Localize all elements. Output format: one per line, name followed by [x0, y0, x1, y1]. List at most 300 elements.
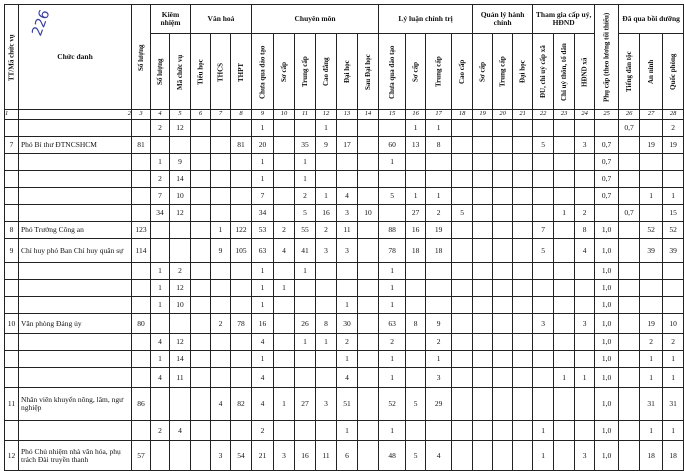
- table-cell: 55: [295, 222, 316, 239]
- column-number: 10: [274, 110, 295, 120]
- table-cell: 1: [337, 351, 358, 368]
- table-cell: 123: [132, 222, 151, 239]
- table-row: [5, 205, 684, 222]
- header-kn-so-luong: Số lượng: [151, 34, 170, 110]
- table-cell: 5: [406, 388, 426, 421]
- table-cell: [426, 171, 452, 188]
- table-cell: [337, 171, 358, 188]
- table-cell: [316, 154, 337, 171]
- table-cell: [619, 280, 640, 297]
- table-cell: [473, 314, 493, 334]
- table-cell: [533, 120, 554, 137]
- table-cell: [295, 120, 316, 137]
- table-cell: 1: [316, 120, 337, 137]
- table-cell: [406, 280, 426, 297]
- table-cell: [493, 239, 513, 263]
- column-number: 24: [575, 110, 595, 120]
- table-cell: [493, 280, 513, 297]
- row-title: [19, 368, 132, 388]
- table-row: [5, 297, 684, 314]
- table-cell: 1: [252, 297, 274, 314]
- row-number: [5, 297, 19, 314]
- table-cell: 6: [337, 441, 358, 471]
- table-cell: [211, 263, 231, 280]
- table-cell: [132, 154, 151, 171]
- table-cell: [151, 314, 170, 334]
- table-cell: [295, 280, 316, 297]
- table-cell: [274, 351, 295, 368]
- column-number: 1: [5, 110, 19, 120]
- table-cell: [554, 188, 575, 205]
- table-cell: 1: [379, 351, 406, 368]
- table-cell: [426, 154, 452, 171]
- table-cell: [452, 441, 473, 471]
- table-cell: [316, 368, 337, 388]
- table-cell: 1: [663, 351, 684, 368]
- header-ll-cao-cap: Cao cấp: [452, 34, 473, 110]
- staff-table-sheet: [4, 4, 684, 471]
- table-cell: 1,0: [595, 297, 619, 314]
- table-cell: [554, 297, 575, 314]
- table-cell: 51: [337, 388, 358, 421]
- column-number: 3: [132, 110, 151, 120]
- table-body: [5, 110, 684, 471]
- table-cell: 18: [426, 239, 452, 263]
- table-row: [5, 368, 684, 388]
- table-cell: [554, 314, 575, 334]
- table-cell: 1,0: [595, 441, 619, 471]
- table-cell: [619, 137, 640, 154]
- table-cell: [513, 280, 533, 297]
- table-cell: [663, 297, 684, 314]
- table-cell: 7: [151, 188, 170, 205]
- table-cell: 4: [337, 188, 358, 205]
- table-cell: [493, 222, 513, 239]
- table-cell: [575, 334, 595, 351]
- table-cell: [452, 188, 473, 205]
- table-cell: 3: [533, 314, 554, 334]
- table-cell: [663, 263, 684, 280]
- table-cell: 2: [252, 421, 274, 441]
- table-cell: 2: [663, 334, 684, 351]
- row-number: [5, 205, 19, 222]
- row-title: [19, 351, 132, 368]
- table-cell: 4: [151, 368, 170, 388]
- table-cell: 13: [406, 137, 426, 154]
- table-cell: 48: [379, 441, 406, 471]
- table-cell: 31: [640, 388, 663, 421]
- table-cell: [191, 368, 211, 388]
- column-number: 12: [316, 110, 337, 120]
- header-ma-chuc-vu: Mã chức vụ: [170, 34, 191, 110]
- table-cell: 16: [295, 441, 316, 471]
- table-cell: [493, 441, 513, 471]
- table-cell: [473, 421, 493, 441]
- table-cell: [231, 154, 252, 171]
- table-cell: [132, 421, 151, 441]
- row-number: [5, 263, 19, 280]
- table-cell: [274, 314, 295, 334]
- table-cell: [358, 421, 379, 441]
- row-title: [19, 205, 132, 222]
- table-cell: 1: [295, 334, 316, 351]
- table-cell: [231, 280, 252, 297]
- table-cell: [575, 388, 595, 421]
- table-cell: [426, 263, 452, 280]
- column-number: 28: [663, 110, 684, 120]
- table-cell: [619, 351, 640, 368]
- table-cell: 1: [252, 120, 274, 137]
- row-title: [19, 120, 132, 137]
- table-cell: [274, 297, 295, 314]
- row-number: [5, 171, 19, 188]
- table-cell: [211, 188, 231, 205]
- table-cell: [191, 171, 211, 188]
- header-kiem-nhiem: Kiêm nhiệm: [151, 5, 191, 34]
- table-cell: 10: [663, 314, 684, 334]
- table-cell: 1: [252, 154, 274, 171]
- table-cell: 1: [533, 421, 554, 441]
- table-cell: [295, 351, 316, 368]
- header-ql-dai-hoc: Đại học: [513, 34, 533, 110]
- row-number: [5, 280, 19, 297]
- table-cell: [151, 239, 170, 263]
- table-cell: [473, 239, 493, 263]
- table-cell: [191, 205, 211, 222]
- table-cell: [191, 314, 211, 334]
- table-cell: [316, 351, 337, 368]
- table-cell: 9: [211, 239, 231, 263]
- table-row: [5, 280, 684, 297]
- header-van-hoa: Văn hoá: [191, 5, 252, 34]
- table-cell: 18: [640, 441, 663, 471]
- table-cell: [619, 297, 640, 314]
- header-ll-so-cap: Sơ cấp: [406, 34, 426, 110]
- table-cell: 10: [170, 188, 191, 205]
- table-cell: [316, 263, 337, 280]
- table-cell: [426, 297, 452, 314]
- table-cell: [211, 137, 231, 154]
- table-cell: [358, 334, 379, 351]
- table-cell: [452, 334, 473, 351]
- table-cell: 1: [426, 120, 452, 137]
- table-cell: [191, 421, 211, 441]
- table-cell: 19: [426, 222, 452, 239]
- row-number: 10: [5, 314, 19, 334]
- row-number: [5, 188, 19, 205]
- table-cell: 1,0: [595, 351, 619, 368]
- table-cell: 1: [575, 368, 595, 388]
- column-number: 17: [426, 110, 452, 120]
- table-cell: 2: [295, 188, 316, 205]
- table-cell: 27: [295, 388, 316, 421]
- table-row: [5, 421, 684, 441]
- table-cell: [274, 421, 295, 441]
- table-cell: [231, 171, 252, 188]
- header-tieu-hoc: Tiểu học: [191, 34, 211, 110]
- table-cell: 4: [170, 421, 191, 441]
- row-title: Nhân viên khuyến nông, lâm, ngư nghiệp: [19, 388, 132, 421]
- table-cell: [619, 368, 640, 388]
- column-number: 15: [379, 110, 406, 120]
- table-cell: [513, 205, 533, 222]
- table-cell: 78: [379, 239, 406, 263]
- header-ql-so-cap: Sơ cấp: [473, 34, 493, 110]
- table-cell: 30: [337, 314, 358, 334]
- table-cell: [452, 297, 473, 314]
- table-cell: [554, 137, 575, 154]
- table-cell: [452, 222, 473, 239]
- table-cell: [554, 171, 575, 188]
- table-cell: [151, 137, 170, 154]
- table-cell: [473, 263, 493, 280]
- table-cell: 1: [252, 351, 274, 368]
- table-cell: [316, 280, 337, 297]
- table-cell: 4: [252, 388, 274, 421]
- table-cell: [170, 388, 191, 421]
- staff-statistics-table: [4, 4, 684, 471]
- table-cell: 1: [316, 188, 337, 205]
- header-cm-so-cap: Sơ cấp: [274, 34, 295, 110]
- row-number: 7: [5, 137, 19, 154]
- table-cell: [337, 120, 358, 137]
- row-title: [19, 334, 132, 351]
- row-title: Phó Trưởng Công an: [19, 222, 132, 239]
- table-cell: [473, 388, 493, 421]
- table-cell: 1: [663, 421, 684, 441]
- table-cell: [575, 421, 595, 441]
- table-cell: [452, 388, 473, 421]
- table-cell: [132, 263, 151, 280]
- table-cell: [473, 368, 493, 388]
- table-cell: [358, 263, 379, 280]
- table-cell: [132, 334, 151, 351]
- column-number: 6: [191, 110, 211, 120]
- table-cell: [452, 137, 473, 154]
- table-cell: 16: [252, 314, 274, 334]
- table-cell: 17: [337, 137, 358, 154]
- table-cell: [533, 205, 554, 222]
- table-cell: [358, 154, 379, 171]
- table-cell: [426, 280, 452, 297]
- table-cell: 12: [170, 334, 191, 351]
- table-cell: [619, 154, 640, 171]
- table-cell: 1: [337, 297, 358, 314]
- table-cell: [316, 297, 337, 314]
- table-cell: 1: [640, 421, 663, 441]
- table-cell: 2: [151, 120, 170, 137]
- column-number: 26: [619, 110, 640, 120]
- table-cell: [619, 239, 640, 263]
- table-cell: 86: [132, 388, 151, 421]
- table-cell: [132, 351, 151, 368]
- table-cell: 3: [337, 239, 358, 263]
- table-cell: [406, 263, 426, 280]
- table-cell: [151, 222, 170, 239]
- table-cell: [452, 280, 473, 297]
- table-cell: [211, 421, 231, 441]
- table-cell: [619, 171, 640, 188]
- table-cell: [493, 137, 513, 154]
- row-title: [19, 171, 132, 188]
- table-cell: [274, 368, 295, 388]
- table-cell: [533, 334, 554, 351]
- table-cell: [452, 171, 473, 188]
- table-cell: 3: [426, 368, 452, 388]
- header-tham-gia: Tham gia cấp uỷ, HĐND: [533, 5, 595, 34]
- table-cell: [211, 280, 231, 297]
- table-cell: 81: [231, 137, 252, 154]
- table-row: [5, 388, 684, 421]
- table-cell: [295, 297, 316, 314]
- table-cell: [231, 421, 252, 441]
- table-cell: [493, 297, 513, 314]
- table-cell: [211, 120, 231, 137]
- table-cell: 1: [295, 171, 316, 188]
- table-cell: [513, 154, 533, 171]
- table-cell: [406, 297, 426, 314]
- table-cell: [513, 334, 533, 351]
- table-cell: [274, 205, 295, 222]
- table-cell: [231, 263, 252, 280]
- table-cell: 4: [575, 239, 595, 263]
- table-cell: 54: [231, 441, 252, 471]
- table-cell: 10: [358, 205, 379, 222]
- table-cell: [619, 222, 640, 239]
- table-cell: [493, 421, 513, 441]
- table-cell: [473, 188, 493, 205]
- table-cell: [316, 421, 337, 441]
- header-boi-duong: Đã qua bồi dưỡng: [619, 5, 684, 34]
- table-cell: 9: [426, 314, 452, 334]
- table-cell: [452, 239, 473, 263]
- table-cell: 1: [640, 351, 663, 368]
- table-cell: [473, 334, 493, 351]
- table-cell: [337, 263, 358, 280]
- table-cell: 31: [663, 388, 684, 421]
- table-cell: [554, 239, 575, 263]
- table-cell: 2: [640, 334, 663, 351]
- table-cell: 5: [533, 239, 554, 263]
- table-cell: 0,7: [595, 154, 619, 171]
- table-cell: [554, 154, 575, 171]
- table-cell: [533, 368, 554, 388]
- table-cell: 11: [337, 222, 358, 239]
- header-chuc-danh: Chức danh: [19, 5, 132, 110]
- table-cell: [554, 120, 575, 137]
- table-cell: 1: [379, 280, 406, 297]
- table-cell: 7: [252, 188, 274, 205]
- table-cell: [151, 441, 170, 471]
- table-cell: 1,0: [595, 314, 619, 334]
- table-cell: [513, 351, 533, 368]
- header-thcs: THCS: [211, 34, 231, 110]
- table-cell: [316, 171, 337, 188]
- table-cell: [358, 388, 379, 421]
- column-number: 2: [19, 110, 132, 120]
- table-cell: [231, 120, 252, 137]
- table-row: [5, 239, 684, 263]
- table-cell: 12: [170, 205, 191, 222]
- table-cell: 4: [426, 441, 452, 471]
- table-row: [5, 154, 684, 171]
- table-cell: [406, 368, 426, 388]
- table-row: [5, 314, 684, 334]
- table-cell: 1: [406, 120, 426, 137]
- table-cell: 5: [379, 188, 406, 205]
- table-cell: [493, 205, 513, 222]
- table-cell: 1: [406, 188, 426, 205]
- table-cell: 78: [231, 314, 252, 334]
- table-cell: 2: [575, 205, 595, 222]
- table-row: [5, 137, 684, 154]
- table-cell: [452, 351, 473, 368]
- table-cell: [640, 154, 663, 171]
- header-phu-cap: Phụ cấp (theo lương tối thiểu): [595, 5, 619, 110]
- table-cell: [211, 334, 231, 351]
- table-cell: [513, 222, 533, 239]
- margin-handwritten-mark: 226: [29, 7, 54, 39]
- table-cell: 1: [151, 297, 170, 314]
- table-cell: 41: [295, 239, 316, 263]
- table-cell: [170, 222, 191, 239]
- table-cell: 12: [170, 280, 191, 297]
- table-cell: [211, 351, 231, 368]
- table-cell: 2: [151, 421, 170, 441]
- column-number: 22: [533, 110, 554, 120]
- table-cell: [211, 205, 231, 222]
- table-cell: 5: [406, 441, 426, 471]
- table-cell: [493, 388, 513, 421]
- table-cell: 3: [575, 137, 595, 154]
- row-number: 9: [5, 239, 19, 263]
- table-cell: 3: [575, 314, 595, 334]
- table-cell: [619, 421, 640, 441]
- table-cell: [493, 188, 513, 205]
- column-number: 14: [358, 110, 379, 120]
- table-cell: [406, 421, 426, 441]
- table-cell: 0,7: [595, 188, 619, 205]
- table-cell: [191, 137, 211, 154]
- table-cell: [575, 188, 595, 205]
- table-cell: [473, 154, 493, 171]
- row-number: 11: [5, 388, 19, 421]
- table-cell: 1,0: [595, 388, 619, 421]
- table-cell: [358, 188, 379, 205]
- row-number: 12: [5, 441, 19, 471]
- row-number: [5, 368, 19, 388]
- row-title: Văn phòng Đảng ủy: [19, 314, 132, 334]
- table-cell: 1: [379, 154, 406, 171]
- table-cell: [191, 188, 211, 205]
- column-number: 19: [473, 110, 493, 120]
- table-cell: [132, 188, 151, 205]
- table-cell: [663, 171, 684, 188]
- table-cell: 2: [274, 222, 295, 239]
- table-cell: 4: [337, 368, 358, 388]
- table-cell: 63: [252, 239, 274, 263]
- table-cell: [640, 120, 663, 137]
- table-cell: 19: [640, 137, 663, 154]
- table-cell: 122: [231, 222, 252, 239]
- table-cell: [533, 388, 554, 421]
- table-cell: [191, 222, 211, 239]
- header-cm-chua: Chưa qua đào tạo: [252, 34, 274, 110]
- table-cell: 7: [533, 222, 554, 239]
- table-cell: [595, 205, 619, 222]
- table-cell: [170, 239, 191, 263]
- table-cell: [358, 137, 379, 154]
